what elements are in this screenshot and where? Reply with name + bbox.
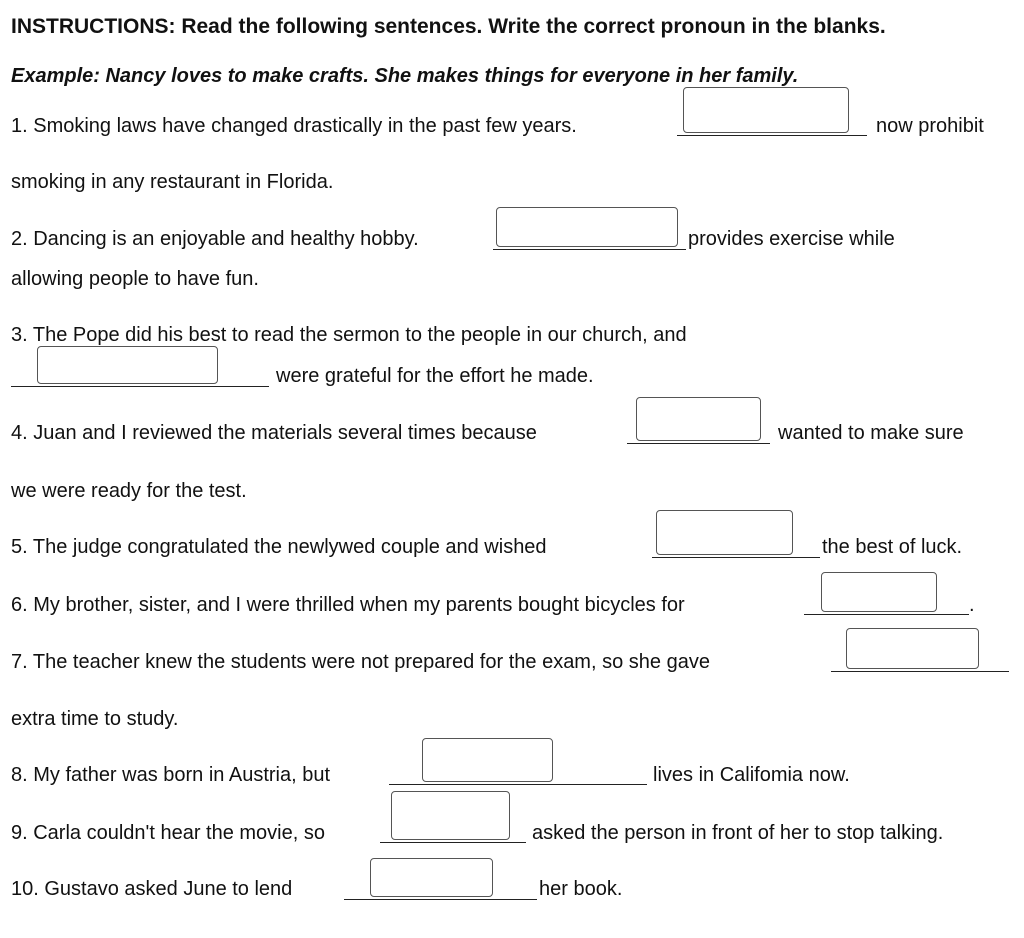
question-1-text-after: now prohibit: [876, 115, 984, 137]
question-1-text: 1. Smoking laws have changed drastically in the past few years.: [11, 115, 577, 137]
question-4-continuation: we were ready for the test.: [11, 480, 247, 502]
question-7-continuation: extra time to study.: [11, 708, 179, 730]
question-9-text-after: asked the person in front of her to stop talking.: [532, 822, 944, 844]
answer-line-1: [677, 135, 867, 136]
answer-line-5: [652, 557, 820, 558]
answer-line-8: [389, 784, 647, 785]
question-1-continuation: smoking in any restaurant in Florida.: [11, 171, 334, 193]
answer-line-6: [804, 614, 969, 615]
answer-line-10: [344, 899, 537, 900]
question-10-text-after: her book.: [539, 878, 623, 900]
answer-line-2: [493, 249, 686, 250]
answer-box-1[interactable]: [683, 87, 849, 133]
question-3-text: 3. The Pope did his best to read the sermon to the people in our church, and: [11, 324, 687, 346]
answer-box-8[interactable]: [422, 738, 553, 782]
example-sentence: Example: Nancy loves to make crafts. She makes things for everyone in her family.: [11, 65, 799, 87]
answer-box-4[interactable]: [636, 397, 761, 441]
answer-box-5[interactable]: [656, 510, 793, 555]
question-6-text: 6. My brother, sister, and I were thrilled when my parents bought bicycles for: [11, 594, 685, 616]
answer-box-10[interactable]: [370, 858, 493, 897]
question-5-text-after: the best of luck.: [822, 536, 963, 558]
question-9-text: 9. Carla couldn't hear the movie, so: [11, 822, 325, 844]
question-2-continuation: allowing people to have fun.: [11, 268, 259, 290]
instructions-heading: INSTRUCTIONS: Read the following sentences. Write the correct pronoun in the blanks.: [11, 15, 886, 38]
question-4-text-after: wanted to make sure: [778, 422, 964, 444]
answer-line-7: [831, 671, 1009, 672]
answer-line-4: [627, 443, 770, 444]
question-8-text-after: lives in Califomia now.: [653, 764, 850, 786]
answer-box-2[interactable]: [496, 207, 678, 247]
question-2-text-after: provides exercise while: [688, 228, 895, 250]
answer-box-6[interactable]: [821, 572, 937, 612]
answer-box-9[interactable]: [391, 791, 510, 840]
question-6-text-after: .: [969, 594, 975, 616]
question-2-text: 2. Dancing is an enjoyable and healthy hobby.: [11, 228, 419, 250]
question-10-text: 10. Gustavo asked June to lend: [11, 878, 293, 900]
question-8-text: 8. My father was born in Austria, but: [11, 764, 331, 786]
answer-line-9: [380, 842, 526, 843]
question-5-text: 5. The judge congratulated the newlywed couple and wished: [11, 536, 547, 558]
answer-line-3: [11, 386, 269, 387]
question-7-text: 7. The teacher knew the students were not prepared for the exam, so she gave: [11, 651, 710, 673]
answer-box-3[interactable]: [37, 346, 218, 384]
answer-box-7[interactable]: [846, 628, 979, 669]
question-3-text-after: were grateful for the effort he made.: [276, 365, 594, 387]
question-4-text: 4. Juan and I reviewed the materials several times because: [11, 422, 537, 444]
